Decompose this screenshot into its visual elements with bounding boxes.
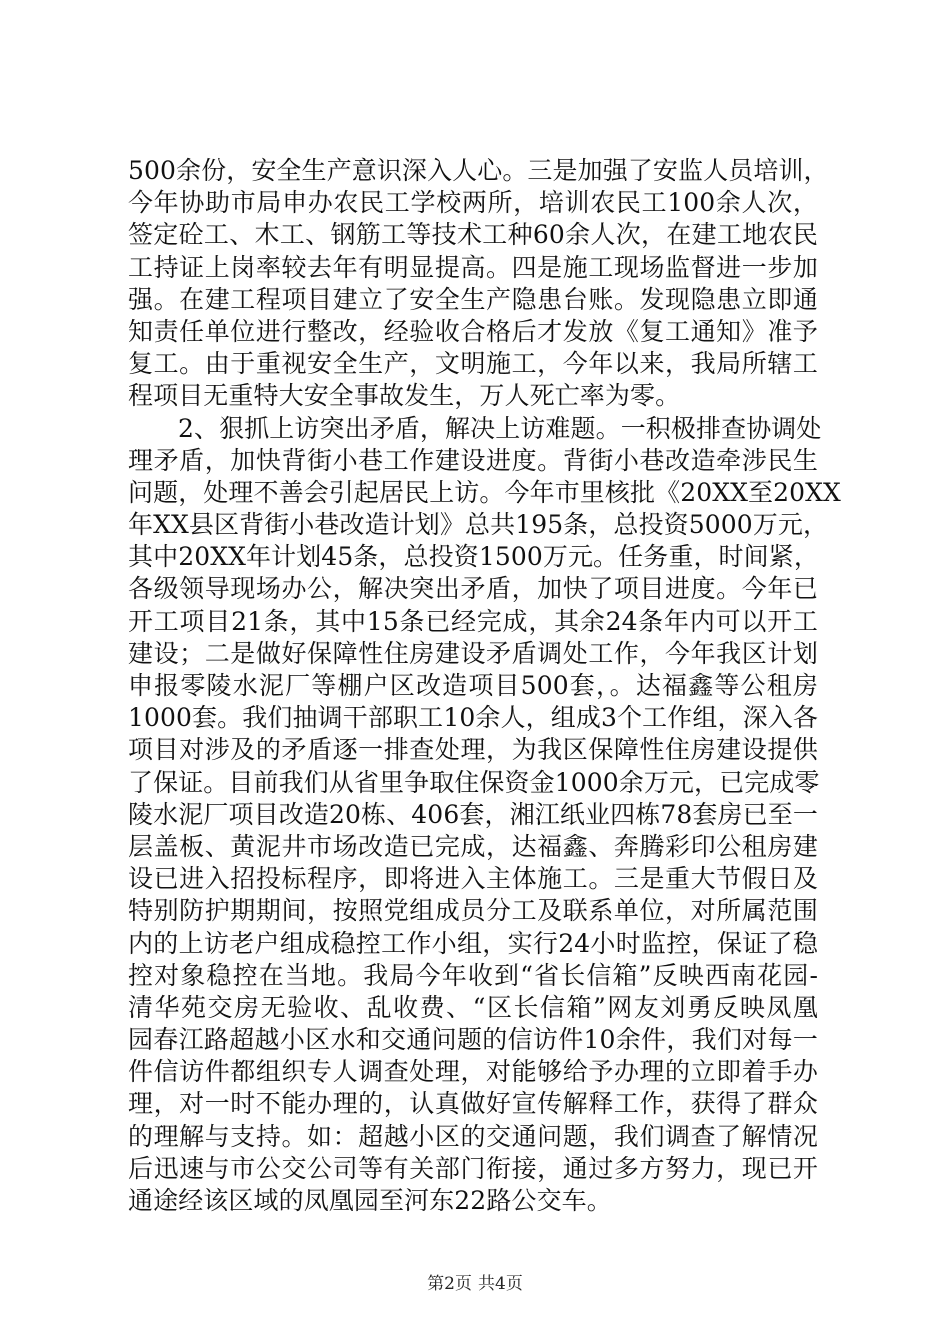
text-line: 开工项目21条，其中15条已经完成，其余24条年内可以开工 [128,606,818,636]
text-line: 复工。由于重视安全生产，文明施工，今年以来，我局所辖工 [128,349,818,379]
text-line: 建设；二是做好保障性住房建设矛盾调处工作，今年我区计划 [128,638,818,668]
text-line: 陵水泥厂项目改造20栋、406套，湘江纸业四栋78套房已至一 [128,799,818,829]
text-line: 的理解与支持。如：超越小区的交通问题，我们调查了解情况 [128,1121,818,1151]
text-line: 控对象稳控在当地。我局今年收到“省长信箱”反映西南花园- [128,960,818,990]
paragraph-start-line: 2、狠抓上访突出矛盾，解决上访难题。一积极排查协调处 [178,413,822,443]
text-line: 程项目无重特大安全事故发生，万人死亡率为零。 [128,381,681,411]
page-total: 共4页 [478,1274,523,1294]
text-line: 各级领导现场办公，解决突出矛盾，加快了项目进度。今年已 [128,574,818,604]
text-line: 理，对一时不能办理的，认真做好宣传解释工作，获得了群众 [128,1089,818,1119]
text-line: 后迅速与市公交公司等有关部门衔接，通过多方努力，现已开 [128,1153,818,1183]
text-line: 清华苑交房无验收、乱收费、“区长信箱”网友刘勇反映凤凰 [128,992,818,1022]
text-line: 理矛盾，加快背街小巷工作建设进度。背街小巷改造牵涉民生 [128,445,818,475]
text-line: 签定砼工、木工、钢筋工等技术工种60余人次，在建工地农民 [128,220,818,250]
document-body [128,155,841,1217]
text-line: 知责任单位进行整改，经验收合格后才发放《复工通知》准予 [128,316,818,346]
page-number: 第2页 [427,1274,472,1294]
text-line: 件信访件都组织专人调查处理，对能够给予办理的立即着手办 [128,1057,818,1087]
text-line: 强。在建工程项目建立了安全生产隐患台账。发现隐患立即通 [128,284,818,314]
text-line: 年XX县区背街小巷改造计划》总共195条，总投资5000万元， [128,510,829,540]
text-line: 特别防护期期间，按照党组成员分工及联系单位，对所属范围 [128,896,818,926]
text-line: 1000套。我们抽调干部职工10余人，组成3个工作组，深入各 [128,703,818,733]
text-line: 层盖板、黄泥井市场改造已完成，达福鑫、奔腾彩印公租房建 [128,831,818,861]
text-line: 园春江路超越小区水和交通问题的信访件10余件，我们对每一 [128,1025,818,1055]
text-line: 通途经该区域的凤凰园至河东22路公交车。 [128,1186,612,1215]
text-line: 了保证。目前我们从省里争取住保资金1000余万元，已完成零 [128,767,820,797]
text-line: 设已进入招投标程序，即将进入主体施工。三是重大节假日及 [128,864,818,894]
text-line: 今年协助市局申办农民工学校两所，培训农民工100余人次， [128,188,818,218]
page-footer [0,1273,950,1295]
text-line: 工持证上岗率较去年有明显提高。四是施工现场监督进一步加 [128,252,818,282]
text-line: 内的上访老户组成稳控工作小组，实行24小时监控，保证了稳 [128,928,818,958]
text-line: 问题，处理不善会引起居民上访。今年市里核批《20XX至20XX [128,477,841,507]
text-line: 其中20XX年计划45条，总投资1500万元。任务重，时间紧， [128,542,819,572]
text-line: 项目对涉及的矛盾逐一排查处理，为我区保障性住房建设提供 [128,735,818,765]
text-line: 申报零陵水泥厂等棚户区改造项目500套，。达福鑫等公租房 [128,671,818,700]
text-line: 500余份，安全生产意识深入人心。三是加强了安监人员培训， [128,156,829,185]
